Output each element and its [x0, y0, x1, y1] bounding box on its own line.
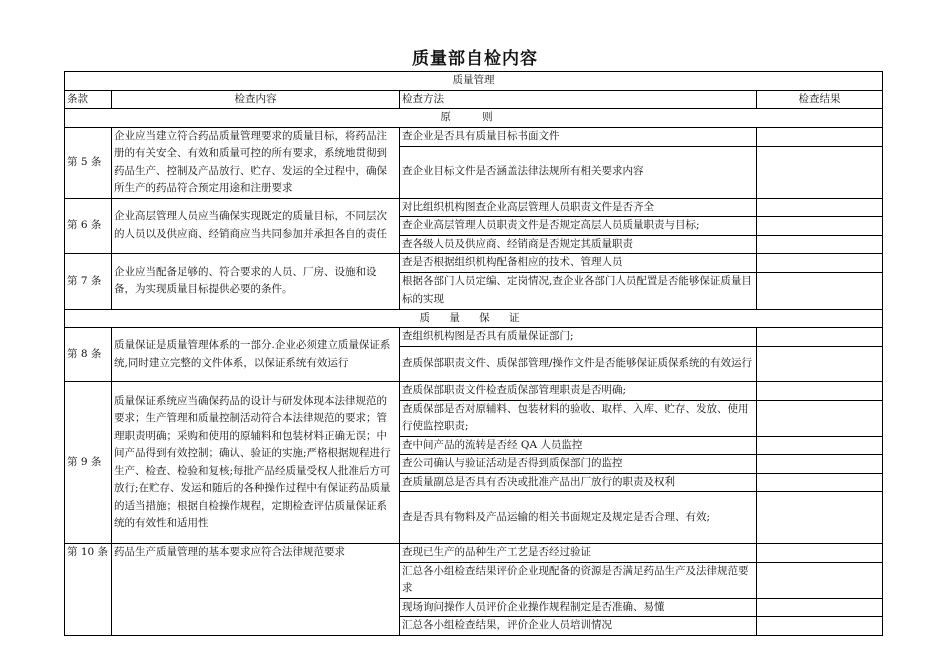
method-cell: 汇总各小组检查结果评价企业现配备的资源是否满足药品生产及法律规范要求: [400, 562, 757, 598]
clause-cell: 第 9 条: [65, 382, 112, 544]
method-cell: 查企业目标文件是否涵盖法律法规所有相关要求内容: [400, 146, 757, 198]
result-cell[interactable]: [757, 198, 883, 217]
method-cell: 查现已生产的品种生产工艺是否经过验证: [400, 544, 757, 563]
header-clause: 条款: [65, 90, 112, 109]
header-content: 检查内容: [112, 90, 400, 109]
method-cell: 查中间产品的流转是否经 QA 人员监控: [400, 436, 757, 455]
group-principle: 原 则: [65, 109, 883, 128]
method-cell: 查组织机构图是否具有质量保证部门;: [400, 328, 757, 347]
result-cell[interactable]: [757, 347, 883, 382]
clause-cell: 第 8 条: [65, 328, 112, 382]
method-cell: 查各级人员及供应商、经销商是否规定其质量职责: [400, 235, 757, 254]
method-cell: 查企业高层管理人员职责文件是否规定高层人员质量职责与目标;: [400, 217, 757, 236]
result-cell[interactable]: [757, 272, 883, 309]
result-cell[interactable]: [757, 436, 883, 455]
content-cell: 质量保证是质量管理体系的一部分.企业必须建立质量保证系统,同时建立完整的文件体系，以保证系统有效运行: [112, 328, 400, 382]
result-cell[interactable]: [757, 328, 883, 347]
method-cell: 查质保部职责文件、质保部管理/操作文件是否能够保证质保系统的有效运行: [400, 347, 757, 382]
result-cell[interactable]: [757, 235, 883, 254]
result-cell[interactable]: [757, 400, 883, 436]
clause-cell: 第 10 条: [65, 544, 112, 636]
result-cell[interactable]: [757, 382, 883, 401]
result-cell[interactable]: [757, 473, 883, 492]
result-cell[interactable]: [757, 562, 883, 598]
result-cell[interactable]: [757, 217, 883, 236]
content-cell: 企业应当建立符合药品质量管理要求的质量目标，将药品注册的有关安全、有效和质量可控的所有要求，系统地贯彻到药品生产、控制及产品放行、贮存、发运的全过程中，确保所生产的药品符合预定用途和注册要求: [112, 127, 400, 198]
content-cell: 质量保证系统应当确保药品的设计与研发体现本法律规范的要求；生产管理和质量控制活动符合本法律规范的要求；管理职责明确；采购和使用的原辅料和包装材料正确无误；中间产品得到有效控制；确认、验证的实施;严格根据规程进行生产、检查、检验和复核;每批产品经质量受权人批准后方可放行;在贮存、发运和随后的各种操作过程中有保证药品质量的适当措施；根据自检操作规程，定期检查评估质量保证系统的有效性和适用性: [112, 382, 400, 544]
result-cell[interactable]: [757, 617, 883, 636]
method-cell: 查质量副总是否具有否决或批准产品出厂放行的职责及权利: [400, 473, 757, 492]
inspection-table: [64, 71, 883, 636]
content-cell: 企业应当配备足够的、符合要求的人员、厂房、设施和设备，为实现质量目标提供必要的条件。: [112, 254, 400, 310]
method-cell: 现场询问操作人员评价企业操作规程制定是否准确、易懂: [400, 598, 757, 617]
clause-cell: 第 5 条: [65, 127, 112, 198]
result-cell[interactable]: [757, 254, 883, 273]
method-cell: 汇总各小组检查结果，评价企业人员培训情况: [400, 617, 757, 636]
method-cell: 对比组织机构图查企业高层管理人员职责文件是否齐全: [400, 198, 757, 217]
method-cell: 查质保部职责文件检查质保部管理职责是否明确;: [400, 382, 757, 401]
section-title: 质量管理: [65, 72, 883, 91]
result-cell[interactable]: [757, 127, 883, 146]
result-cell[interactable]: [757, 146, 883, 198]
clause-cell: 第 6 条: [65, 198, 112, 254]
method-cell: 查公司确认与验证活动是否得到质保部门的监控: [400, 455, 757, 474]
header-result: 检查结果: [757, 90, 883, 109]
method-cell: 查是否根据组织机构配备相应的技术、管理人员: [400, 254, 757, 273]
clause-cell: 第 7 条: [65, 254, 112, 310]
group-assurance: 质 量 保 证: [65, 309, 883, 328]
document-title: 质量部自检内容: [412, 49, 538, 69]
method-cell: 查是否具有物料及产品运输的相关书面规定及规定是否合理、有效;: [400, 492, 757, 544]
method-cell: 查企业是否具有质量目标书面文件: [400, 127, 757, 146]
header-method: 检查方法: [400, 90, 757, 109]
result-cell[interactable]: [757, 544, 883, 563]
method-cell: 查质保部是否对原辅料、包装材料的验收、取样、入库、贮存、发放、使用行使监控职责;: [400, 400, 757, 436]
result-cell[interactable]: [757, 455, 883, 474]
method-cell: 根据各部门人员定编、定岗情况,查企业各部门人员配置是否能够保证质量目标的实现: [400, 272, 757, 309]
result-cell[interactable]: [757, 492, 883, 544]
content-cell: 企业高层管理人员应当确保实现既定的质量目标，不同层次的人员以及供应商、经销商应当共同参加并承担各自的责任: [112, 198, 400, 254]
content-cell: 药品生产质量管理的基本要求应符合法律规范要求: [112, 544, 400, 636]
result-cell[interactable]: [757, 598, 883, 617]
